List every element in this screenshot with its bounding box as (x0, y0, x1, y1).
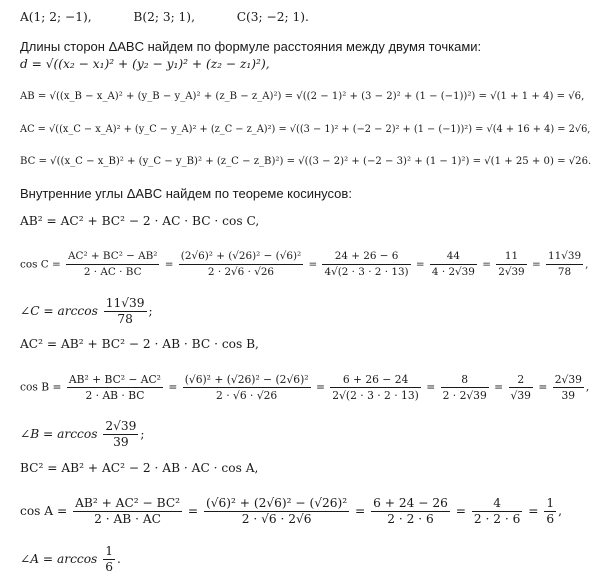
fraction: $\frac{2√39}{39}$ (105, 419, 137, 449)
fraction: $\frac{6 + 24 - 26}{2 \cdot 2 \cdot 6}$ (373, 496, 448, 526)
fraction: $\frac{11√39}{78}$ (548, 250, 582, 278)
fraction: $\frac{\text{AC² + BC² − AB²}}{2 \cdot AC \cdot BC}$ (67, 250, 158, 278)
fraction: $\frac{11√39}{78}$ (105, 296, 145, 326)
fraction: $\frac{8}{2 \cdot 2√39}$ (442, 373, 487, 402)
side-ab-formula: AB = √((x_B − x_A)² + (y_B − y_A)² + (z_B − z_A)²) = √((2 − 1)² + (3 − 2)² + (1 − (−1))²) = √(1 + 1 + 4) = √6, (20, 91, 585, 102)
angles-heading: Внутренние углы ΔABC найдем по теореме косинусов: (20, 186, 352, 201)
fraction: $\frac{\text{AB² + AC² − BC²}}{2 \cdot AB \cdot AC}$ (75, 496, 181, 526)
fraction: $\frac{\text{(√6)² + (√26)² − (2√6)²}}{2 \cdot √6 \cdot √26}$ (184, 373, 309, 402)
angle-a-result: ∠A = arccos $\frac{1}{6}$ . (20, 544, 121, 574)
angle-c-prefix: ∠C = arccos (20, 304, 98, 318)
cos-a-lhs: cos A = (20, 504, 68, 518)
angle-b-result: ∠B = arccos $\frac{2√39}{39}$ ; (20, 419, 145, 449)
fraction: $\frac{4}{2 \cdot 2 \cdot 6}$ (473, 496, 521, 526)
cos-c-lhs: cos C = (20, 258, 61, 271)
point-b: B(2; 3; 1), (133, 10, 195, 24)
fraction: $\frac{\text{(√6)² + (2√6)² − (√26)²}}{2 \cdot √6 \cdot 2√6}$ (206, 496, 348, 526)
side-ac-formula: AC = √((x_C − x_A)² + (y_C − y_A)² + (z_C − z_A)²) = √((3 − 1)² + (−2 − 2)² + (1 − (−1))²) = √(4 + 16 + 4) = 2√6, (20, 124, 591, 135)
fraction: $\frac{44}{4 \cdot 2√39}$ (431, 250, 475, 278)
fraction: $\frac{11}{2√39}$ (498, 250, 525, 278)
cosine-law-a: BC² = AB² + AC² − 2 · AB · AC · cos A, (20, 461, 259, 475)
fraction: $\frac{1}{6}$ (105, 544, 113, 574)
fraction: $\frac{1}{6}$ (546, 496, 555, 526)
cosine-law-c: AB² = AC² + BC² − 2 · AC · BC · cos C, (20, 214, 260, 228)
fraction: $\frac{2√39}{39}$ (554, 373, 582, 402)
cos-c-equation: cos C = $\frac{\text{AC² + BC² − AB²}}{2 \cdot AC \cdot BC}$ = $\frac{\text{(2√6)² + (√26)² − (√6)²}}{2 \cdot 2√6 \cdot √26}$ = $\frac{24 + 26 - 6}{4√(2 \cdot 3 \cdot 2 \cdot 13)}$ = $\frac{44}{4 \cdot 2√39}$ = $\frac{11}{2√39}$ = $\frac{11√39}{78}$ , (20, 250, 589, 278)
fraction: $\frac{2}{√39}$ (510, 373, 531, 402)
fraction: $\frac{\text{AB² + BC² − AC²}}{2 \cdot AB \cdot BC}$ (68, 373, 161, 402)
cos-b-equation: cos B = $\frac{\text{AB² + BC² − AC²}}{2 \cdot AB \cdot BC}$ = $\frac{\text{(√6)² + (√26)² − (2√6)²}}{2 \cdot √6 \cdot √26}$ = $\frac{6 + 26 - 24}{2√(2 \cdot 3 \cdot 2 \cdot 13)}$ = $\frac{8}{2 \cdot 2√39}$ = $\frac{2}{√39}$ = $\frac{2√39}{39}$ , (20, 373, 590, 402)
side-bc-formula: BC = √((x_C − x_B)² + (y_C − y_B)² + (z_C − z_B)²) = √((3 − 2)² + (−2 − 3)² + (1 − 1)²) = √(1 + 25 + 0) = √26. (20, 156, 592, 167)
points-line (20, 9, 309, 25)
angle-b-prefix: ∠B = arccos (20, 427, 98, 441)
angle-a-prefix: ∠A = arccos (20, 552, 98, 566)
point-c: C(3; −2; 1). (236, 10, 309, 24)
fraction: $\frac{6 + 26 - 24}{2√(2 \cdot 3 \cdot 2 \cdot 13)}$ (332, 373, 419, 402)
fraction: $\frac{\text{(2√6)² + (√26)² − (√6)²}}{2 \cdot 2√6 \cdot √26}$ (180, 250, 302, 278)
angle-c-result: ∠C = arccos $\frac{11√39}{78}$ ; (20, 296, 153, 326)
cos-a-equation: cos A = $\frac{\text{AB² + AC² − BC²}}{2 \cdot AB \cdot AC}$ = $\frac{\text{(√6)² + (2√6)² − (√26)²}}{2 \cdot √6 \cdot 2√6}$ = $\frac{6 + 24 - 26}{2 \cdot 2 \cdot 6}$ = $\frac{4}{2 \cdot 2 \cdot 6}$ = $\frac{1}{6}$ , (20, 496, 562, 526)
distance-formula: d = √((x₂ − x₁)² + (y₂ − y₁)² + (z₂ − z₁)²), (20, 57, 270, 71)
fraction: $\frac{24 + 26 - 6}{4√(2 \cdot 3 \cdot 2 \cdot 13)}$ (324, 250, 409, 278)
cosine-law-b: AC² = AB² + BC² − 2 · AB · BC · cos B, (20, 337, 259, 351)
sides-heading: Длины сторон ΔABC найдем по формуле расстояния между двумя точками: (20, 39, 482, 54)
point-a: A(1; 2; −1), (20, 10, 92, 24)
cos-b-lhs: cos B = (20, 380, 62, 394)
